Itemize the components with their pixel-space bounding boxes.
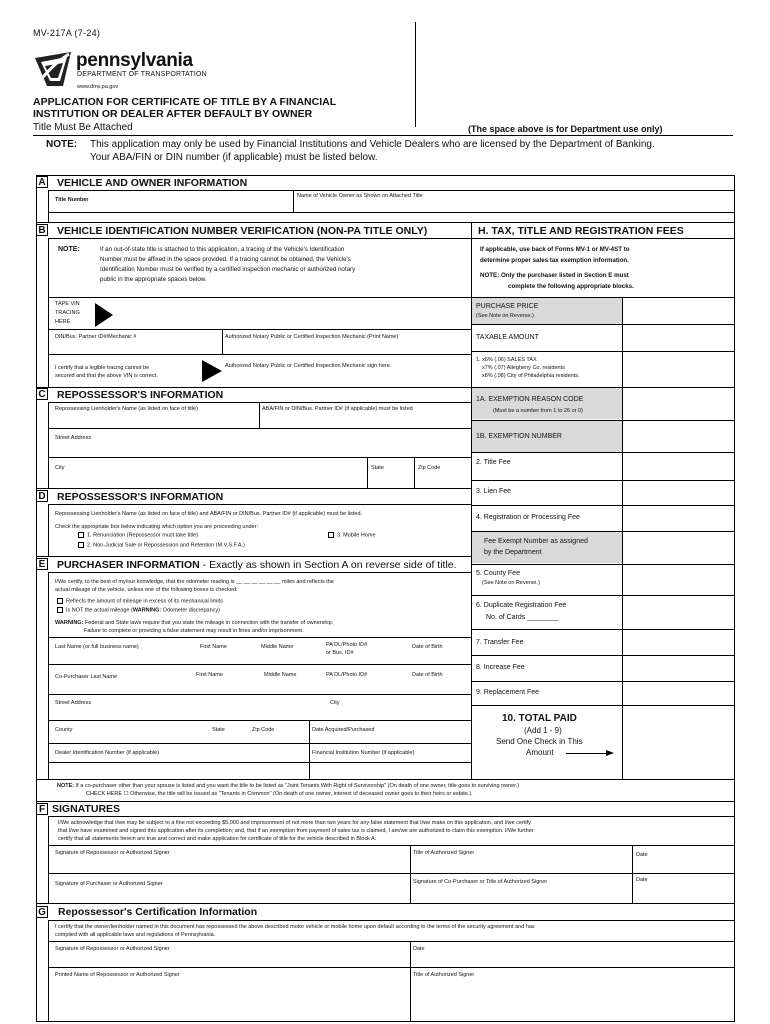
fee-exempt-label: by the Department xyxy=(484,549,542,556)
reg-fee-label: 4. Registration or Processing Fee xyxy=(476,514,580,521)
note-text: If a co-purchaser other than your spouse is listed and you want the title to be listed as "Joint Tenants With Right of Survivorship" (On death of one owner, title goes to surviving owner.) xyxy=(74,783,520,789)
title-fee-input[interactable] xyxy=(624,454,732,479)
section-b-note-label: NOTE: xyxy=(58,246,80,253)
sig-repossessor-field[interactable]: Signature of Repossessor or Authorized Signer xyxy=(55,850,170,856)
checkbox-icon[interactable] xyxy=(57,598,63,604)
middle-name-field[interactable]: Middle Name xyxy=(261,644,294,650)
section-f-text: that I/we have examined and signed this application after its completion; and, that if an exemption from payment of sales tax is claimed, I am/we are authorized to claim this exemption. I/We further xyxy=(58,828,534,834)
warning-line: Federal and State laws require that you state the mileage in connection with the transfer of ownership. xyxy=(83,620,334,626)
section-c-letter: C xyxy=(36,388,48,400)
sig-copurchaser-field[interactable]: Signature of Co-Purchaser or Title of Authorized Signer xyxy=(413,879,548,885)
dob-field[interactable]: Date of Birth xyxy=(412,644,443,650)
aba-fin-field[interactable]: ABA/FIN or DIN/Bus. Partner ID# (if applicable) must be listed xyxy=(262,406,413,412)
e-state-field[interactable]: State xyxy=(212,727,225,733)
section-d-line2: Check the appropriate box below indicating which option you are proceeding under: xyxy=(55,524,259,530)
total-paid-sub: (Add 1 - 9) xyxy=(524,726,562,735)
option-label: 2. Non-Judicial Sale or Repossession and Retention (M.V.S.F.A.) xyxy=(87,542,245,549)
sales-tax-label: x8% (.08) City of Philadelphia residents. xyxy=(482,373,580,379)
warning-line: Failure to complete or providing a false statement may result in fines and/or imprisonment. xyxy=(84,628,304,634)
e-street-field[interactable]: Street Address xyxy=(55,700,92,706)
last-name-field[interactable]: Last Name (or full business name) xyxy=(55,644,139,650)
replacement-fee-label: 9. Replacement Fee xyxy=(476,689,540,696)
certify-text: secured and that the above VIN is correct. xyxy=(55,373,158,379)
date-acquired-field[interactable]: Date Acquired/Purchased xyxy=(312,727,375,733)
dept-name: DEPARTMENT OF TRANSPORTATION xyxy=(77,71,207,78)
exemption-code-input[interactable] xyxy=(624,389,732,418)
dl-id-field[interactable]: PA DL/Photo ID# xyxy=(326,642,368,648)
fee-exempt-label: Fee Exempt Number as assigned xyxy=(484,538,588,545)
dup-fee-input[interactable] xyxy=(624,597,732,628)
option-nonjudicial[interactable] xyxy=(78,542,245,549)
title-number-field[interactable]: Title Number xyxy=(55,197,89,203)
section-h-intro: determine proper sales tax exemption information. xyxy=(480,257,629,264)
replacement-fee-input[interactable] xyxy=(624,683,732,704)
warning-label: WARNING: xyxy=(55,620,84,626)
total-paid-input[interactable] xyxy=(624,707,732,779)
taxable-amount-label: TAXABLE AMOUNT xyxy=(476,334,539,341)
option-label: 3. Mobile Home xyxy=(337,532,376,539)
section-d-title: REPOSSESSOR'S INFORMATION xyxy=(57,491,224,503)
notary-sign-field[interactable]: Authorized Notary Public or Certified Inspection Mechanic sign here. xyxy=(225,363,392,369)
zip-field[interactable]: Zip Code xyxy=(418,465,441,471)
section-c-title: REPOSSESSOR'S INFORMATION xyxy=(57,389,224,401)
dept-use-note: (The space above is for Department use only) xyxy=(468,124,663,134)
title-fee-label: 2. Title Fee xyxy=(476,459,511,466)
section-b-note-text: Identification Number must be verified by a certified inspection mechanic or authorized notary xyxy=(100,266,356,273)
section-e-letter: E xyxy=(36,558,48,570)
transfer-fee-label: 7. Transfer Fee xyxy=(476,639,524,646)
section-g-letter: G xyxy=(36,906,48,918)
county-fee-label: 5. County Fee xyxy=(476,570,520,577)
section-f-title: SIGNATURES xyxy=(52,803,121,815)
exemption-code-note: (Must be a number from 1 to 26 or 0) xyxy=(493,408,583,414)
co-middle-name-field[interactable]: Middle Name xyxy=(264,672,297,678)
section-b-title: VEHICLE IDENTIFICATION NUMBER VERIFICATION (NON-PA TITLE ONLY) xyxy=(57,225,428,237)
owner-name-field[interactable]: Name of Vehicle Owner as Shown on Attached Title xyxy=(297,193,423,199)
lien-fee-label: 3. Lien Fee xyxy=(476,488,512,495)
section-e-title xyxy=(57,559,457,571)
section-b-note-text: Number must be affixed in the space provided. If a tracing cannot be obtained, the Vehicle's xyxy=(100,256,351,263)
right-arrow-icon xyxy=(566,753,610,754)
section-a-title: VEHICLE AND OWNER INFORMATION xyxy=(57,177,248,189)
odometer-cert: I/We certify, to the best of my/our knowledge, that the odometer reading is __ __ __ __ __ __ miles and reflects the xyxy=(55,579,334,585)
section-e-title-suffix: - Exactly as shown in Section A on reverse side of title. xyxy=(202,559,457,571)
taxable-amount-input[interactable] xyxy=(624,326,732,350)
section-b-note-text: public in the appropriate spaces below. xyxy=(100,276,207,283)
website: www.dmv.pa.gov xyxy=(77,84,119,90)
fee-exempt-input[interactable] xyxy=(624,533,732,562)
brand-name: pennsylvania xyxy=(76,50,193,71)
signer-title-field[interactable]: Title of Authorized Signer xyxy=(413,850,475,856)
section-d-letter: D xyxy=(36,490,48,502)
reg-fee-input[interactable] xyxy=(624,507,732,530)
co-last-name-field[interactable]: Co-Purchaser Last Name xyxy=(55,674,118,680)
total-paid-sub: Amount xyxy=(526,748,554,757)
section-d-line1: Repossessing Lienholder's Name (as listed on face of title) and ABA/FIN or DIN/Bus. Partner ID# (if applicable) must be listed. xyxy=(55,511,363,517)
tape-vin-label: HERE xyxy=(55,319,71,325)
right-arrow-icon xyxy=(202,360,222,382)
purchase-price-input[interactable] xyxy=(624,299,732,323)
purchase-price-label: PURCHASE PRICE xyxy=(476,303,539,310)
county-fee-note: (See Note on Reverse.) xyxy=(482,580,540,586)
title-attached: Title Must Be Attached xyxy=(33,122,133,133)
exemption-code-label: 1A. EXEMPTION REASON CODE xyxy=(476,396,584,403)
g-printed-name-field[interactable]: Printed Name of Repossessor or Authorized Signer xyxy=(55,972,180,978)
exemption-number-label: 1B. EXEMPTION NUMBER xyxy=(476,433,562,440)
section-b-letter: B xyxy=(36,224,48,236)
first-name-field[interactable]: First Name xyxy=(200,644,227,650)
section-f-text: I/We acknowledge that I/we may be subject to a fine not exceeding $5,000 and imprisonment of not more than two years for any false statement that I/we make on this application, and I/we certify xyxy=(58,820,531,826)
tape-vin-label: TRACING xyxy=(55,310,80,316)
note-line2: Your ABA/FIN or DIN number (if applicable) must be listed below. xyxy=(90,152,378,163)
g-sig-field[interactable]: Signature of Repossessor or Authorized Signer xyxy=(55,946,170,952)
checkbox-icon[interactable] xyxy=(78,542,84,548)
co-dob-field[interactable]: Date of Birth xyxy=(412,672,443,678)
cards-field[interactable]: No. of Cards ________ xyxy=(486,614,559,621)
sales-tax-label: 1. x6% (.06) SALES TAX xyxy=(476,357,537,363)
section-h-intro: NOTE: Only the purchaser listed in Section E must xyxy=(480,272,629,279)
exemption-number-input[interactable] xyxy=(624,422,732,451)
e-zip-field[interactable]: Zip Code xyxy=(252,727,275,733)
dl-id-field: or Bus. ID# xyxy=(326,650,354,656)
joint-tenants-check[interactable]: CHECK HERE ☐ Otherwise, the title will be issued as "Tenants in Common" (On death of one owner, interest of deceased owner goes to their heirs or estate.). xyxy=(86,791,473,797)
fin-id-field[interactable]: Financial Institution Number (if applicable) xyxy=(312,750,415,756)
tape-vin-label: TAPE VIN xyxy=(55,301,80,307)
total-paid-sub: Send One Check in This xyxy=(496,737,583,746)
co-first-name-field[interactable]: First Name xyxy=(196,672,223,678)
sales-tax-input[interactable] xyxy=(624,353,732,385)
note-label: NOTE: xyxy=(46,139,78,150)
odometer-excess-option[interactable] xyxy=(57,598,223,605)
section-g-text: I certify that the owner/lienholder named in this document has repossessed the above described motor vehicle or mobile home upon default according to the terms of the security agreement and has xyxy=(55,924,535,930)
section-a-letter: A xyxy=(36,176,48,188)
increase-fee-label: 8. Increase Fee xyxy=(476,664,525,671)
note-line1: This application may only be used by Financial Institutions and Vehicle Dealers who are licensed by the Department of Banking. xyxy=(90,139,655,150)
right-arrow-icon xyxy=(606,750,614,756)
option-label: 1. Renunciation (Repossessor must take title) xyxy=(87,532,198,539)
warning-text xyxy=(55,620,333,626)
odometer-cert: actual mileage of the vehicle, unless one of the following boxes is checked: xyxy=(55,587,238,593)
county-fee-input[interactable] xyxy=(624,566,732,594)
form-title-line2: INSTITUTION OR DEALER AFTER DEFAULT BY OWNER xyxy=(33,108,313,120)
section-f-letter: F xyxy=(36,803,48,815)
section-h-intro: complete the following appropriate blocks. xyxy=(508,283,634,290)
sales-tax-label: x7% (.07) Allegheny Co. residents xyxy=(482,365,565,371)
lien-fee-input[interactable] xyxy=(624,482,732,504)
total-paid-label: 10. TOTAL PAID xyxy=(502,713,577,724)
option-mobile-home[interactable] xyxy=(328,532,376,539)
section-h-intro: If applicable, use back of Forms MV-1 or MV-4ST to xyxy=(480,246,630,253)
lienholder-name-field[interactable]: Repossessing Lienholder's Name (as listed on face of title) xyxy=(55,406,198,412)
checkbox-icon[interactable] xyxy=(57,607,63,613)
option-label: Is NOT the actual mileage ( xyxy=(66,607,133,614)
transfer-fee-input[interactable] xyxy=(624,631,732,654)
section-g-title: Repossessor's Certification Information xyxy=(58,906,258,918)
option-label: Odometer discrepancy) xyxy=(161,607,220,614)
form-number: MV-217A (7-24) xyxy=(33,28,101,38)
warning-word: WARNING: xyxy=(132,607,162,614)
dup-fee-label: 6. Duplicate Registration Fee xyxy=(476,602,567,609)
right-arrow-icon xyxy=(95,303,113,327)
checkbox-icon[interactable] xyxy=(78,532,84,538)
city-field[interactable]: City xyxy=(55,465,65,471)
odometer-discrepancy-option[interactable] xyxy=(57,607,220,614)
note-label: NOTE: xyxy=(57,783,75,789)
option-label: Reflects the amount of mileage in excess of its mechanical limits xyxy=(66,598,223,605)
street-address-field[interactable]: Street Address xyxy=(55,435,92,441)
option-renunciation[interactable] xyxy=(78,532,198,539)
certify-text: I certify that a legible tracing cannot be xyxy=(55,365,150,371)
date-field[interactable]: Date xyxy=(636,877,648,883)
section-e-title-text: PURCHASER INFORMATION xyxy=(57,559,200,571)
g-date-field[interactable]: Date xyxy=(413,946,425,952)
section-g-text: complied with all applicable laws and regulations of Pennsylvania. xyxy=(55,932,216,938)
g-title-field[interactable]: Title of Authorized Signer xyxy=(413,972,475,978)
keystone-logo-icon xyxy=(33,48,73,88)
joint-tenants-note xyxy=(57,783,519,789)
dealer-id-field[interactable]: Dealer Identification Number (if applicable) xyxy=(55,750,159,756)
state-field[interactable]: State xyxy=(371,465,384,471)
co-dl-field[interactable]: PA DL/Photo ID# xyxy=(326,672,368,678)
county-field[interactable]: County xyxy=(55,727,73,733)
checkbox-icon[interactable] xyxy=(328,532,334,538)
purchase-price-note: (See Note on Reverse.) xyxy=(476,313,534,319)
date-field[interactable]: Date xyxy=(636,852,648,858)
e-city-field[interactable]: City xyxy=(330,700,340,706)
section-f-text: certify that all statements herein are true and correct and make application for certificate of title for the vehicle described in Block A. xyxy=(58,836,377,842)
notary-print-field[interactable]: Authorized Notary Public or Certified Inspection Mechanic (Print Name) xyxy=(225,334,399,340)
increase-fee-input[interactable] xyxy=(624,657,732,680)
vin-tracing-area[interactable] xyxy=(118,298,470,328)
section-h-title: H. TAX, TITLE AND REGISTRATION FEES xyxy=(478,225,684,237)
sig-purchaser-field[interactable]: Signature of Purchaser or Authorized Signer xyxy=(55,881,163,887)
din-mechanic-field[interactable]: DIN/Bus. Partner ID#/Mechanic # xyxy=(55,334,137,340)
form-title-line1: APPLICATION FOR CERTIFICATE OF TITLE BY A FINANCIAL xyxy=(33,96,337,108)
section-b-note-text: If an out-of-state title is attached to this application, a tracing of the Vehicle's Identification xyxy=(100,246,345,253)
